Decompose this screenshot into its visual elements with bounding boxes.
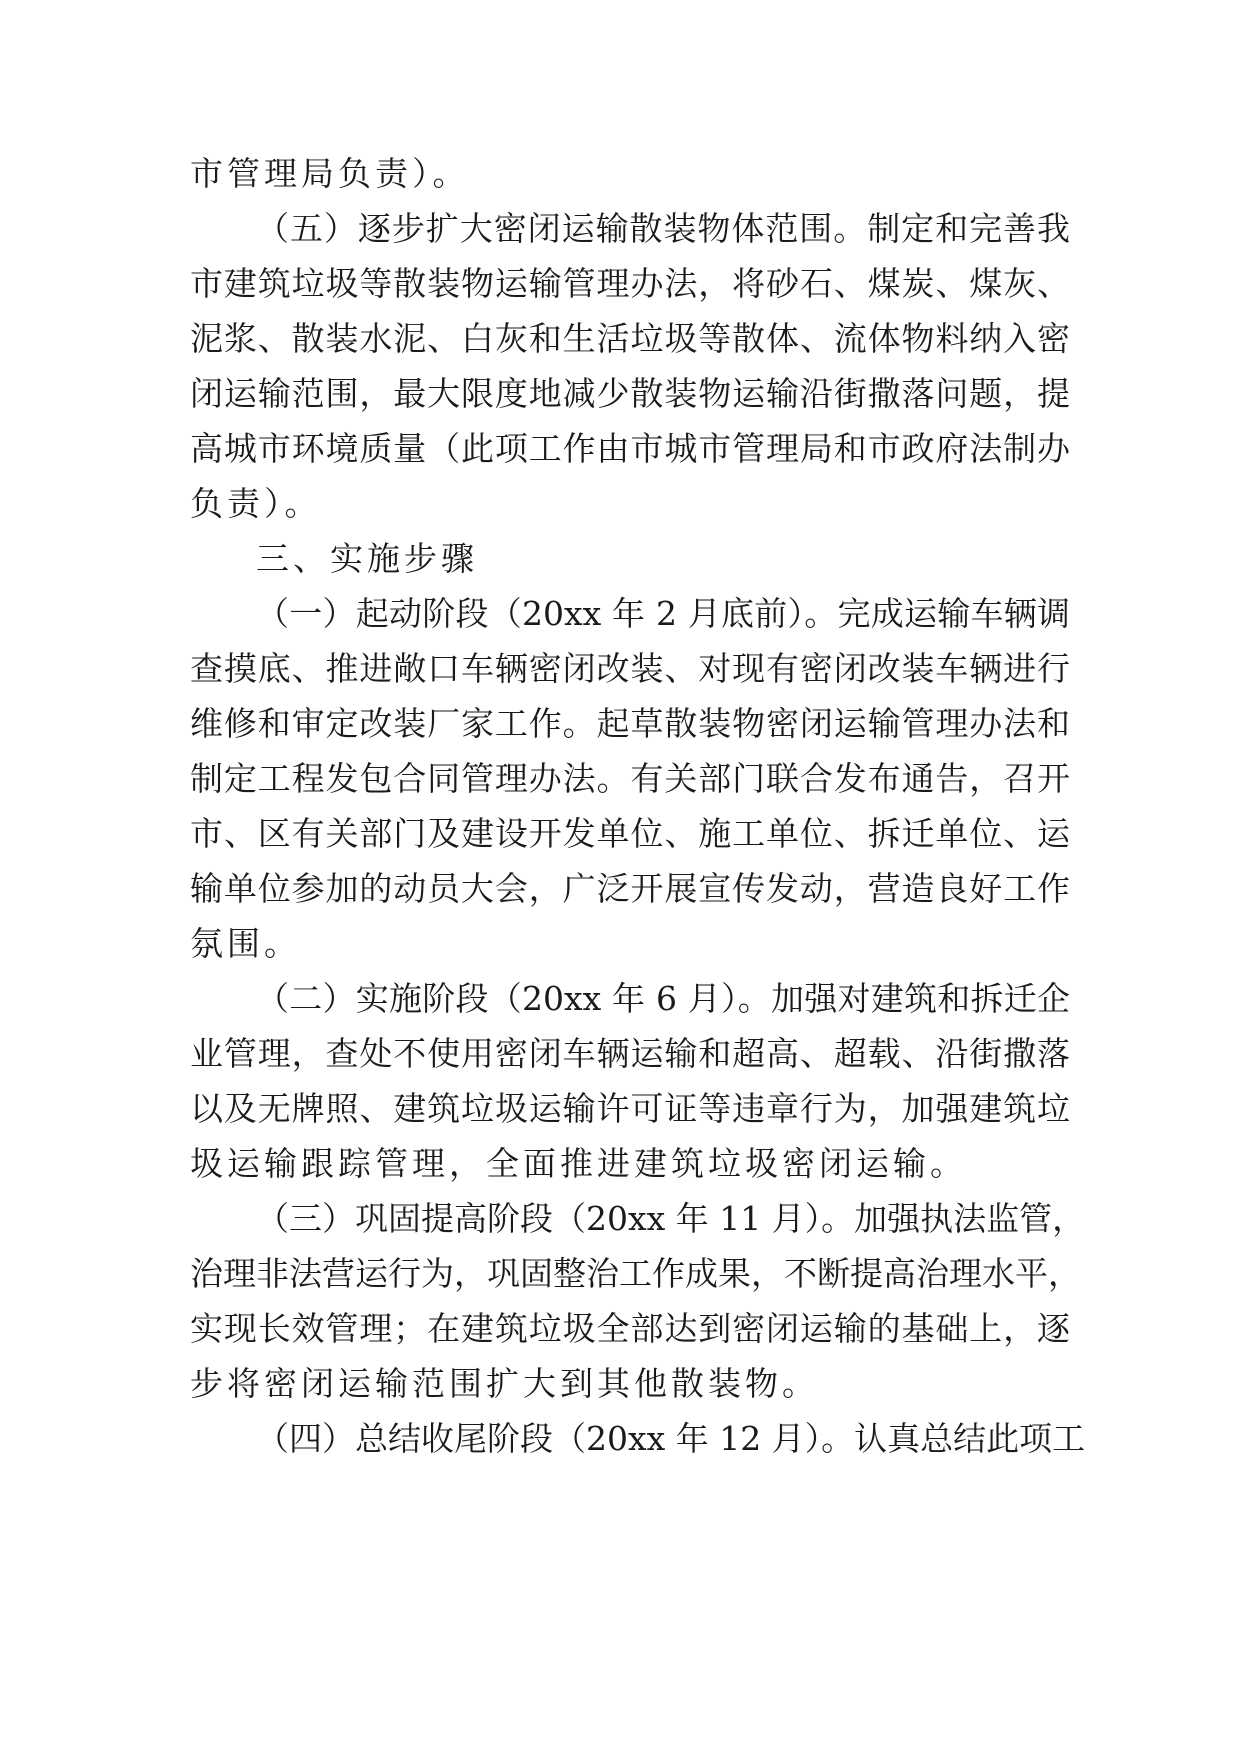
paragraph-heading: （二）实施阶段（20xx 年 6 月）。加强对建筑和拆迁企: [256, 979, 1070, 1018]
text-line: 市、区有关部门及建设开发单位、施工单位、拆迁单位、运: [190, 814, 1070, 853]
paragraph-heading: （三）巩固提高阶段（20xx 年 11 月）。加强执法监管，: [256, 1199, 1086, 1238]
text-line: 市管理局负责）。: [190, 154, 470, 193]
paragraph-heading: （四）总结收尾阶段（20xx 年 12 月）。认真总结此项工: [256, 1419, 1086, 1458]
text-line: 查摸底、推进敞口车辆密闭改装、对现有密闭改装车辆进行: [190, 649, 1070, 688]
text-line: 步将密闭运输范围扩大到其他散装物。: [190, 1364, 819, 1403]
text-line: 实现长效管理；在建筑垃圾全部达到密闭运输的基础上，逐: [190, 1309, 1070, 1348]
text-line: 以及无牌照、建筑垃圾运输许可证等违章行为，加强建筑垃: [190, 1089, 1070, 1128]
text-line: 维修和审定改装厂家工作。起草散装物密闭运输管理办法和: [190, 704, 1070, 743]
section-heading: 三、实施步骤: [256, 539, 478, 578]
paragraph-heading: （五）逐步扩大密闭运输散装物体范围。制定和完善我: [256, 209, 1070, 248]
text-line: 市建筑垃圾等散装物运输管理办法，将砂石、煤炭、煤灰、: [190, 264, 1070, 303]
text-line: 制定工程发包合同管理办法。有关部门联合发布通告，召开: [190, 759, 1070, 798]
text-line: 业管理，查处不使用密闭车辆运输和超高、超载、沿街撒落: [190, 1034, 1070, 1073]
paragraph-heading: （一）起动阶段（20xx 年 2 月底前）。完成运输车辆调: [256, 594, 1070, 633]
text-line: 负责）。: [190, 484, 322, 523]
text-line: 高城市环境质量（此项工作由市城市管理局和市政府法制办: [190, 429, 1070, 468]
text-line: 治理非法营运行为，巩固整治工作成果，不断提高治理水平，: [190, 1254, 1081, 1293]
text-line: 泥浆、散装水泥、白灰和生活垃圾等散体、流体物料纳入密: [190, 319, 1070, 358]
text-line: 氛围。: [190, 924, 301, 963]
text-line: 闭运输范围，最大限度地减少散装物运输沿街撒落问题，提: [190, 374, 1070, 413]
text-line: 圾运输跟踪管理，全面推进建筑垃圾密闭运输。: [190, 1144, 967, 1183]
text-line: 输单位参加的动员大会，广泛开展宣传发动，营造良好工作: [190, 869, 1070, 908]
